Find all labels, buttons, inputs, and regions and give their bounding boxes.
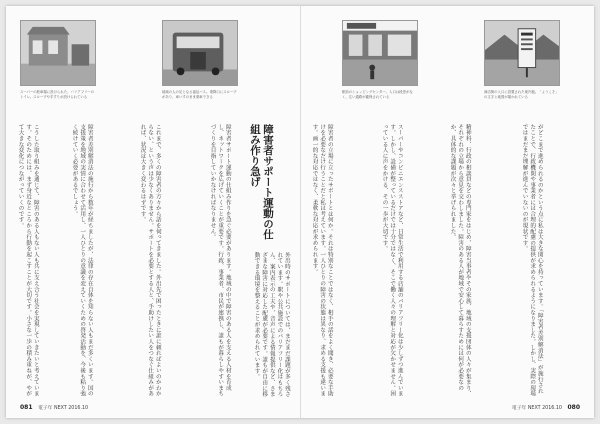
magazine-label: 電子年 NEXT 2016.10	[38, 406, 89, 411]
page-number: 081	[20, 404, 33, 411]
photo-caption: 駅前のショッピングセンター。入口は段差がなく、広い通路が確保されている	[342, 90, 413, 99]
body-text: 障害者差別解消法の施行から数年が経ちましたが、法律の存在自体を知らない人もまだ多くいます。国の支援策を地域の実情に合わせて活用し、一人ひとりの意識を変えていくための啓発活動を、今後も粘り強く続けていく必要があるでしょう。	[71, 124, 93, 397]
body-text: スーパーやコンビニエンスストアなど、日常生活で利用する店舗のバリアフリー化は少しずつ進んでいます。しかし、設備が整っているだけでは十分ではなく、そこで働く人々の理解と対応が欠かせません。困っている人に声をかける、その一歩が大切です。	[381, 124, 403, 397]
left-footer	[16, 404, 88, 411]
photo-shopping-center	[342, 20, 418, 86]
body-column	[380, 124, 442, 398]
photo-bus	[162, 20, 238, 86]
photo-caption: スーパーの駐車場に設けられた、バリアフリーのトイレ。スロープや手すりが設けられている	[20, 90, 95, 99]
page-number: 080	[567, 404, 580, 411]
photo-caption: 地域の人の足となる福祉バス。乗降口にスロープがあり、車いすのまま乗車できる	[162, 90, 237, 99]
body-text: 外出時のサポートについては、まだまだ課題が多く残されています。駅や公共施設でのバリアフリー化はもちろん、案内表示の工夫や、音声による情報提供など、さまざまな障害に対応した配慮が必要です。誰もが自由に移動できる環境を整えることが求められています。	[253, 252, 290, 397]
body-text: がどこまで進められるのかという点に私は大きな関心を持っています。「障害者差別解消法」が施行されたことで、行政機関や事業者には合理的配慮の提供が求められるようになりました。しかし、実際の現場ではまだまだ理解が進んでいないのが現状です。	[521, 124, 543, 397]
body-column	[448, 124, 512, 398]
photo-sign-board	[484, 20, 560, 86]
body-text: 障害者サポート運動の仕組み作りを急ぐ必要があります。地域の中で障害のある人を支える人材を育成し、ネットワークを広げていくことが重要です。行政、事業者、市民が連携し、誰もが暮らしやすいまちづくりを目指していかなければなりません。	[209, 124, 231, 397]
article-heading: 障害者サポート運動の仕組み作り急げ	[249, 124, 274, 240]
body-column	[252, 252, 294, 398]
magazine-spread	[6, 6, 594, 418]
body-text: これまで、多くの障害者の方々から話を伺ってきました。外出先で困ったときに誰に頼ればよいのかわからない、という声は少なくありません。サポートを必要とする人と、手助けしたい人をつなぐ仕組みがあれば、状況は大きく変わるはずです。	[139, 124, 161, 397]
body-text: 精神科、行政の相談員などの専門家をはじめ、障害当事者やその家族、地域の支援団体の人々が集まり、それぞれの立場から意見を交わしました。障害のある人が地域で安心して暮らすためには何が必要なのか、具体的な課題が次々と挙げられました。	[449, 124, 471, 397]
right-footer	[512, 404, 584, 411]
body-column	[310, 124, 374, 398]
body-column	[520, 124, 582, 398]
page-gutter	[300, 6, 301, 418]
body-column	[16, 124, 66, 398]
body-column	[208, 124, 240, 398]
body-column	[138, 124, 202, 398]
photo-toilet	[20, 20, 96, 86]
magazine-label: 電子年 NEXT 2016.10	[511, 406, 562, 411]
body-column	[70, 124, 132, 398]
body-text: 障害者の立場に立ったサポートとは何か。それは特別なことではなく、相手の話をよく聞き、必要な手助けを必要なだけ行うことだと私は考えています。一人ひとりの障害の状態は異なり、求める支援も違います。画一的な対応ではなく、柔軟な対応が求められます。	[311, 124, 333, 397]
body-text: こうした取り組みを通じて、障害のある人もない人も共に支え合う社会を実現していきたいと考えています。そのためには、まず身近なところから行動を起こすことが大切です。小さな一歩の積み重ねが、やがて大きな変化につながっていくのです。	[17, 124, 39, 397]
photo-caption: 商店街の入口に設置された案内板。「ようこそ」の文字と地図が描かれている	[484, 90, 559, 99]
